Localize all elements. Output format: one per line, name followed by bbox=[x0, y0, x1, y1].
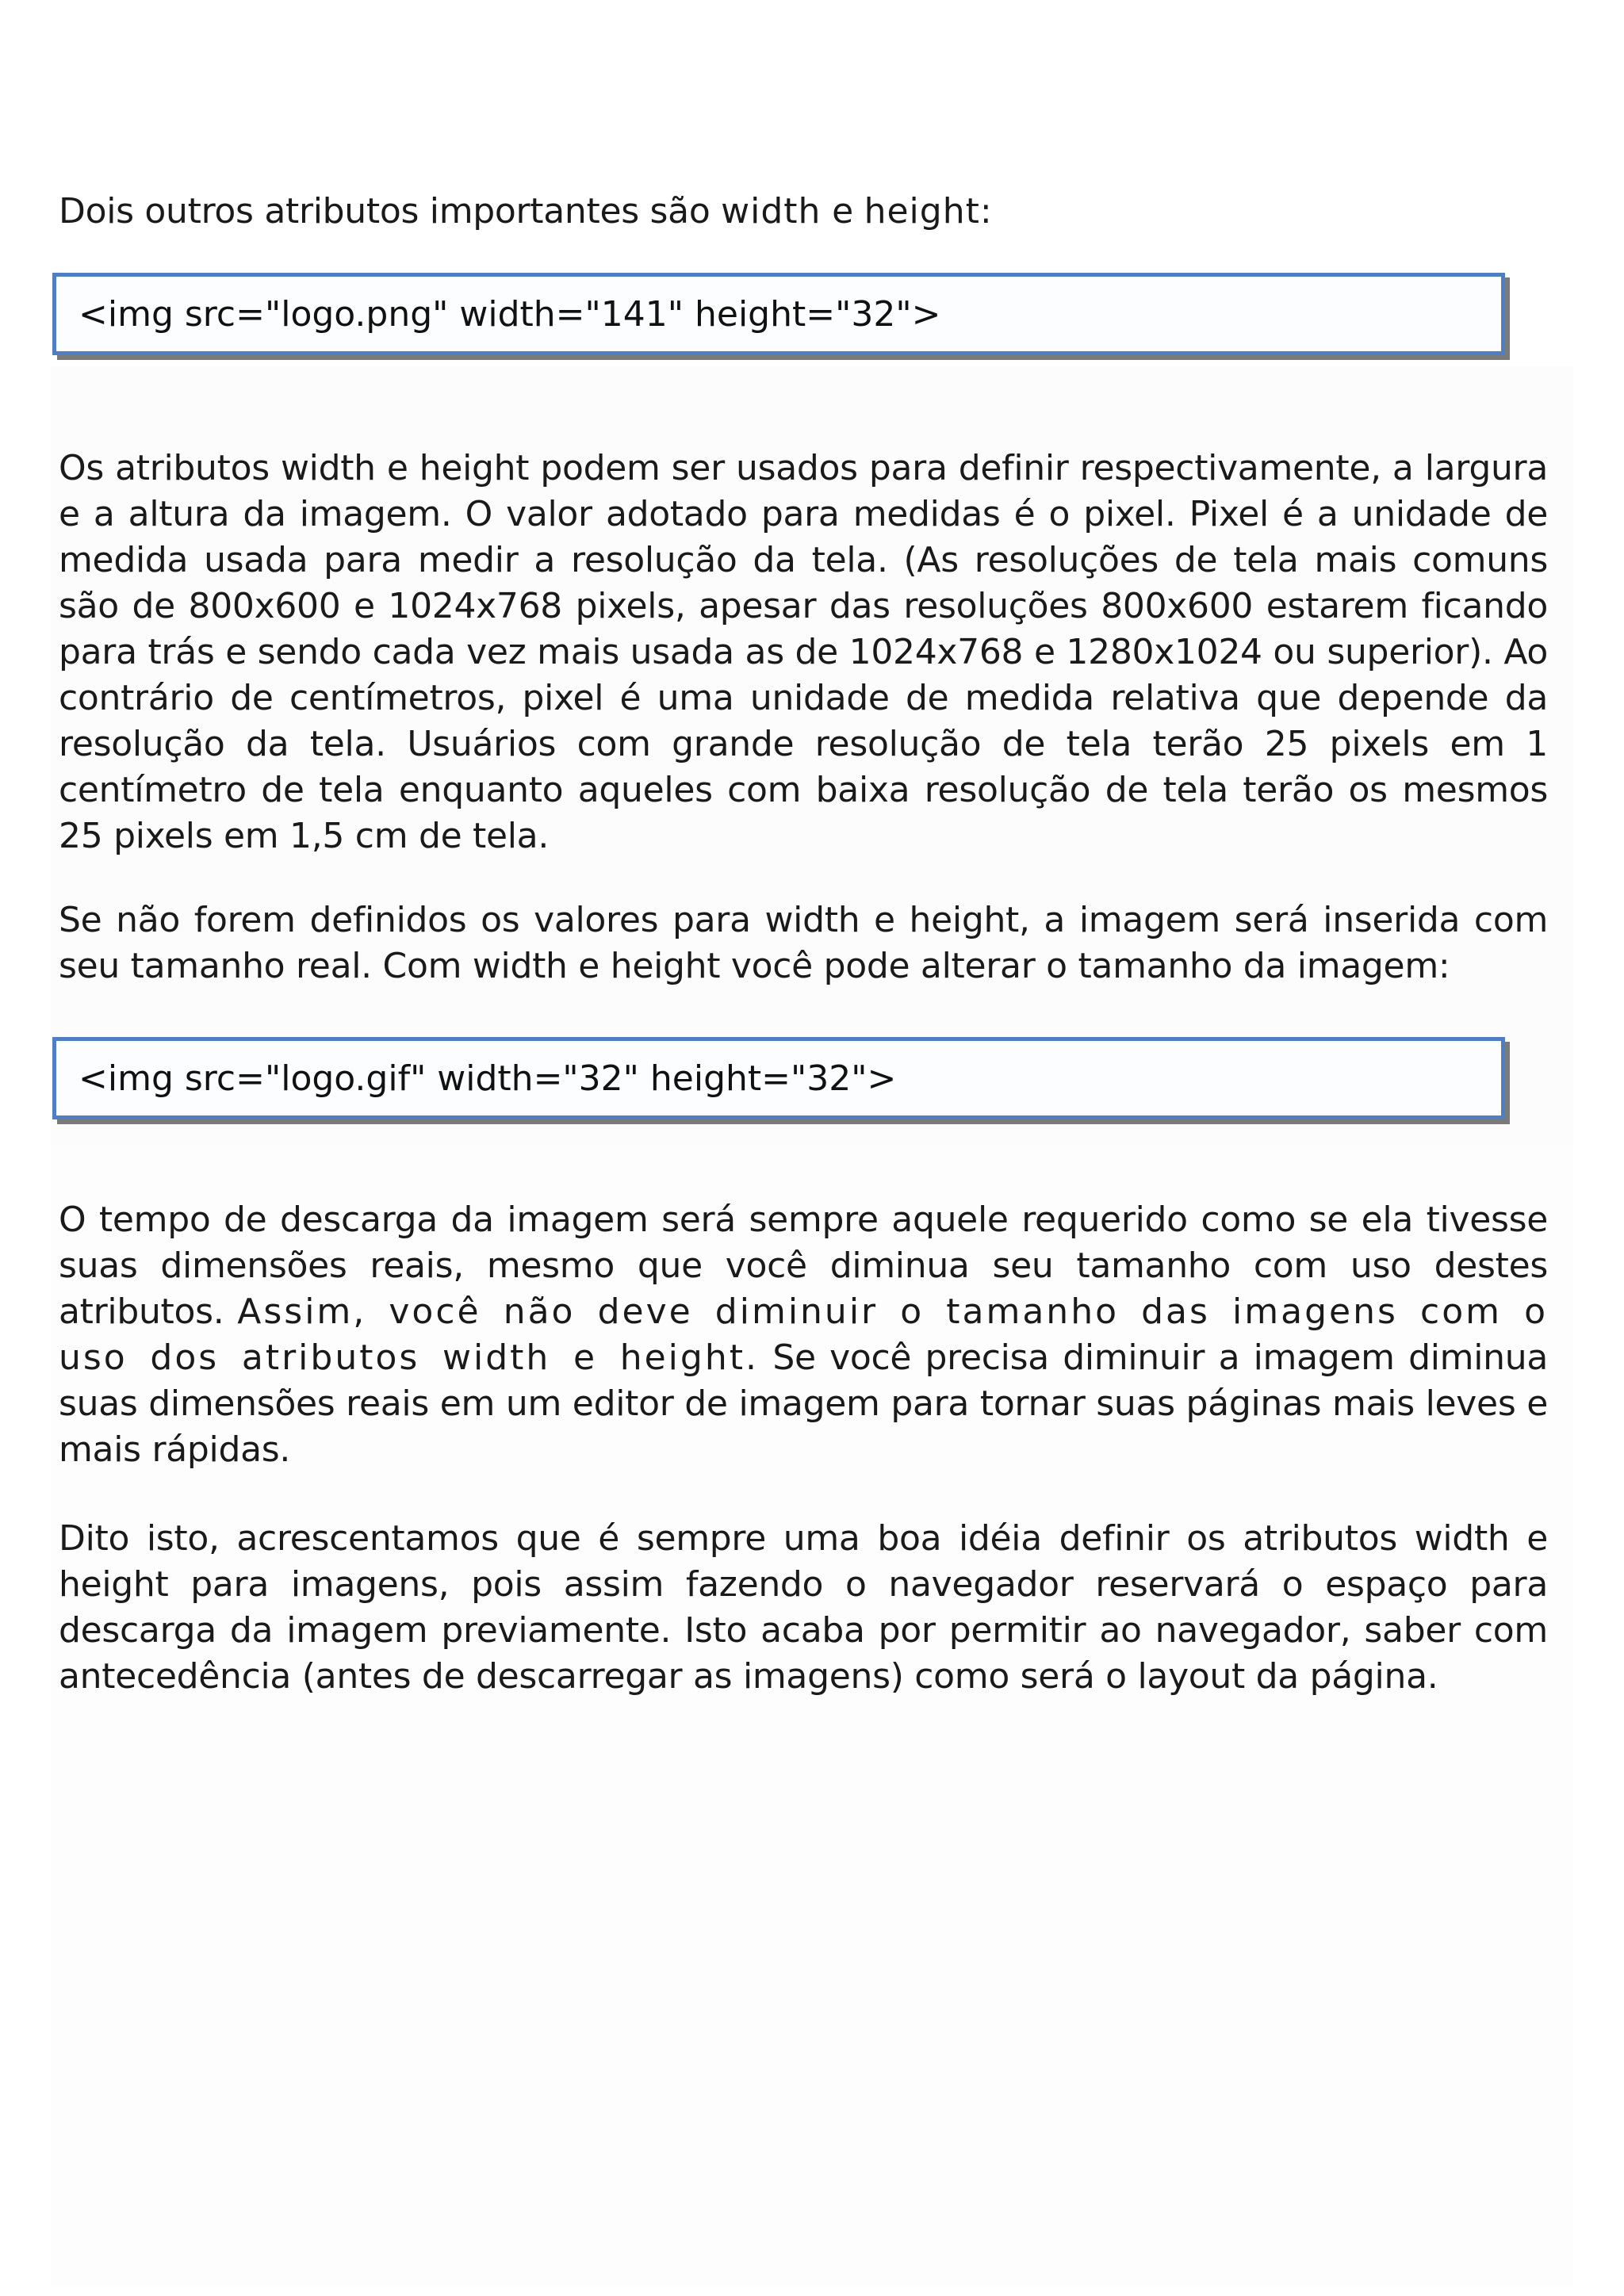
paragraph-download-time-emphasis: Assim, você não deve diminuir o tamanho das imagens com o uso dos atributos width e height. bbox=[59, 1292, 1549, 1378]
paragraph-download-time bbox=[59, 1197, 1548, 1473]
paragraph-download-time-part1: O tempo de descarga da imagem será sempre aquele requerido como se ela tivesse suas dimensões reais, mesmo que você diminua seu tamanho com uso destes atributos. bbox=[59, 1200, 1548, 1332]
code-example-2: <img src="logo.gif" width="32" height="32"> bbox=[79, 1058, 897, 1099]
intro-attr-height: height bbox=[864, 191, 980, 232]
paragraph-recommendation: Dito isto, acrescentamos que é sempre uma boa idéia definir os atributos width e height para imagens, pois assim fazendo o navegador reservará o espaço para descarga da imagem previamente. Isto acaba por permitir ao navegador, saber com antecedência (antes de descarregar as imagens) como será o layout da página. bbox=[59, 1518, 1548, 1697]
paragraph-default-size: Se não forem definidos os valores para width e height, a imagem será inserida com seu tamanho real. Com width e height você pode alterar o tamanho da imagem: bbox=[59, 900, 1548, 986]
intro-line bbox=[59, 189, 1548, 235]
intro-conj: e bbox=[821, 191, 864, 232]
code-example-1: <img src="logo.png" width="141" height="32"> bbox=[79, 294, 941, 335]
code-example-box-1 bbox=[52, 273, 1505, 355]
code-example-box-2 bbox=[52, 1037, 1505, 1119]
paragraph-download-time-part2: Se você precisa diminuir a imagem diminua suas dimensões reais em um editor de imagem para tornar suas páginas mais leves e mais rápidas. bbox=[59, 1337, 1548, 1470]
paragraph-pixel-explanation: Os atributos width e height podem ser usados para definir respectivamente, a largura e a altura da imagem. O valor adotado para medidas é o pixel. Pixel é a unidade de medida usada para medir a resolução da tela. (As resoluções de tela mais comuns são de 800x600 e 1024x768 pixels, apesar das resoluções 800x600 estarem ficando para trás e sendo cada vez mais usada as de 1024x768 e 1280x1024 ou superior). Ao contrário de centímetros, pixel é uma unidade de medida relativa que depende da resolução da tela. Usuários com grande resolução de tela terão 25 pixels em 1 centímetro de tela enquanto aqueles com baixa resolução de tela terão os mesmos 25 pixels em 1,5 cm de tela. bbox=[59, 448, 1548, 856]
intro-attr-width: width bbox=[721, 191, 822, 232]
intro-lead: Dois outros atributos importantes são bbox=[59, 191, 722, 232]
intro-colon: : bbox=[979, 191, 992, 232]
